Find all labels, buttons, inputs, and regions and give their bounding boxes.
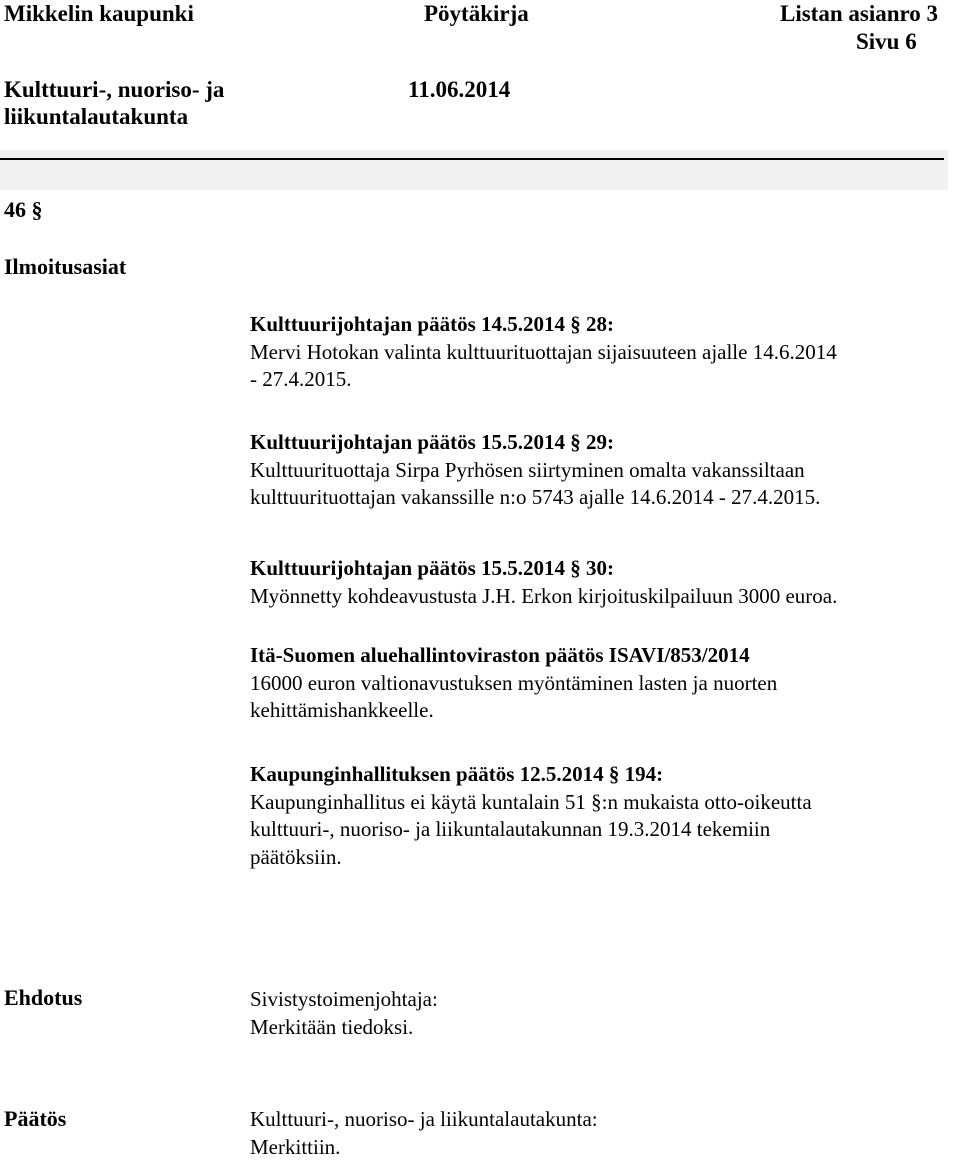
notice-text: kehittämishankkeelle. <box>250 697 777 725</box>
meeting-date: 11.06.2014 <box>408 76 510 103</box>
notice-heading: Kulttuurijohtajan päätös 14.5.2014 § 28: <box>250 311 837 339</box>
decision-body: Kulttuuri-, nuoriso- ja liikuntalautakunta: <box>250 1106 598 1134</box>
notice-text: - 27.4.2015. <box>250 366 837 394</box>
notice-text: Myönnetty kohdeavustusta J.H. Erkon kirjoituskilpailuun 3000 euroa. <box>250 583 837 611</box>
notice-text: Kaupunginhallitus ei käytä kuntalain 51 §:n mukaista otto-oikeutta <box>250 789 812 817</box>
notice-3 <box>250 555 837 610</box>
decision-text: Merkittiin. <box>250 1134 598 1161</box>
decision-content <box>250 1106 598 1161</box>
proposal-text: Merkitään tiedoksi. <box>250 1014 438 1042</box>
notice-text: 16000 euron valtionavustuksen myöntäminen lasten ja nuorten <box>250 670 777 698</box>
notice-text: Mervi Hotokan valinta kulttuurituottajan sijaisuuteen ajalle 14.6.2014 <box>250 339 837 367</box>
notice-text: kulttuuri-, nuoriso- ja liikuntalautakunnan 19.3.2014 tekemiin <box>250 816 812 844</box>
organization-name: Mikkelin kaupunki <box>4 0 194 27</box>
decision-label: Päätös <box>4 1106 66 1132</box>
header-divider <box>0 150 948 190</box>
proposal-label: Ehdotus <box>4 985 82 1011</box>
item-number: 46 § <box>4 197 43 223</box>
notice-heading: Itä-Suomen aluehallintoviraston päätös ISAVI/853/2014 <box>250 642 777 670</box>
list-item-number: Listan asianro 3 <box>780 0 938 27</box>
notice-heading: Kulttuurijohtajan päätös 15.5.2014 § 30: <box>250 555 837 583</box>
board-name-line2: liikuntalautakunta <box>4 103 188 130</box>
proposal-presenter: Sivistystoimenjohtaja: <box>250 986 438 1014</box>
page-number: Sivu 6 <box>856 28 917 55</box>
notice-heading: Kulttuurijohtajan päätös 15.5.2014 § 29: <box>250 429 820 457</box>
notice-heading: Kaupunginhallituksen päätös 12.5.2014 § 194: <box>250 761 812 789</box>
notice-1 <box>250 311 837 394</box>
notice-4 <box>250 642 777 725</box>
notice-2 <box>250 429 820 512</box>
proposal-content <box>250 986 438 1041</box>
notice-text: kulttuurituottajan vakanssille n:o 5743 ajalle 14.6.2014 - 27.4.2015. <box>250 484 820 512</box>
board-name-line1: Kulttuuri-, nuoriso- ja <box>4 76 224 103</box>
notice-text: päätöksiin. <box>250 844 812 872</box>
item-title: Ilmoitusasiat <box>4 254 126 280</box>
notice-5 <box>250 761 812 871</box>
document-type: Pöytäkirja <box>424 0 529 27</box>
notice-text: Kulttuurituottaja Sirpa Pyrhösen siirtyminen omalta vakanssiltaan <box>250 457 820 485</box>
